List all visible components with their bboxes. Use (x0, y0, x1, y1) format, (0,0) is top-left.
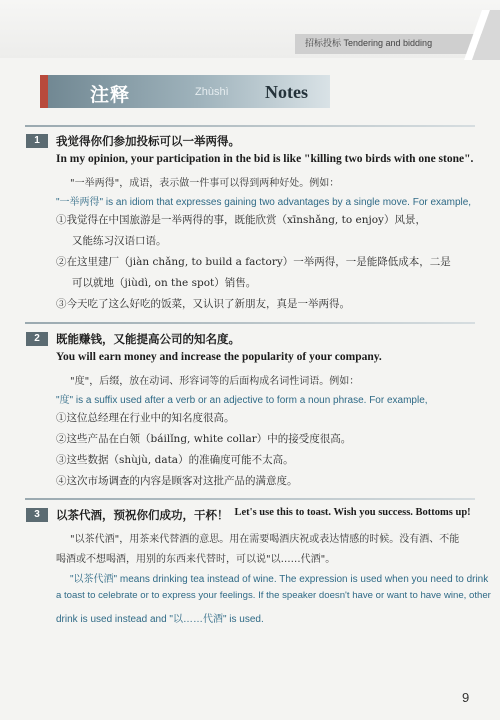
note-number: 2 (26, 332, 48, 346)
note-explain-cn: "一举两得"，成语，表示做一件事可以得到两种好处。例如： (70, 178, 340, 189)
note-explain-cn: 喝酒或不想喝酒，用别的东西来代替时，可以说"以……代酒"。 (56, 554, 336, 565)
note-title-en: Let's use this to toast. Wish you success. Bottoms up! (234, 507, 471, 518)
example-line: ①我觉得在中国旅游是一举两得的事，既能欣赏（xīnshǎng, to enjoy）风景， (56, 214, 426, 226)
note-title-en: You will earn money and increase the popularity of your company. (56, 351, 382, 363)
note-number: 3 (26, 508, 48, 522)
chapter-title: 招标投标 Tendering and bidding (305, 38, 433, 48)
note-title-cn: 既能赚钱，又能提高公司的知名度。 (56, 332, 240, 346)
note-2-heading (26, 331, 240, 347)
example-line: ③这些数据（shùjù, data）的准确度可能不太高。 (56, 454, 294, 466)
example-line: ③今天吃了这么好吃的饭菜，又认识了新朋友，真是一举两得。 (56, 298, 350, 310)
note-explain-en: "一举两得" is an idiom that expresses gaining two advantages by a single move. For example, (56, 197, 472, 208)
example-line: ②这些产品在白领（báilǐng, white collar）中的接受度很高。 (56, 433, 352, 445)
note-1-heading (26, 133, 240, 149)
slash-decoration (460, 10, 500, 60)
example-line: ②在这里建厂（jiàn chǎng, to build a factory）一举两得，一是能降低成本，二是 (56, 256, 451, 268)
note-title-cn: 我觉得你们参加投标可以一举两得。 (56, 134, 240, 148)
note-explain-cn: "以茶代酒"，用茶来代替酒的意思。用在需要喝酒庆祝或表达情感的时候。没有酒、不能 (70, 534, 460, 545)
notes-banner (40, 75, 330, 108)
note-3-heading (26, 507, 471, 523)
note-title-en: In my opinion, your participation in the bid is like "killing two birds with one stone". (56, 153, 474, 165)
banner-title-en: Notes (265, 82, 308, 102)
note-title-cn: 以茶代酒，预祝你们成功，干杯！ (56, 508, 229, 522)
page-number: 9 (462, 690, 470, 705)
note-explain-en: a toast to celebrate or to express your feelings. If the speaker doesn't have or want to have wine, other (56, 590, 491, 601)
section-rule (25, 322, 475, 324)
example-line: 又能练习汉语口语。 (72, 235, 167, 247)
section-rule (25, 498, 475, 500)
example-line: 可以就地（jiùdì, on the spot）销售。 (72, 277, 257, 289)
note-explain-en: "度" is a suffix used after a verb or an adjective to form a noun phrase. For example, (56, 395, 428, 406)
note-explain-en: drink is used instead and "以……代酒" is used. (56, 614, 264, 625)
example-line: ④这次市场调查的内容是顾客对这批产品的满意度。 (56, 475, 298, 487)
note-explain-en: "以茶代酒" means drinking tea instead of wine. The expression is used when you need to drink (70, 574, 489, 585)
note-number: 1 (26, 134, 48, 148)
banner-accent (40, 75, 48, 108)
example-line: ①这位总经理在行业中的知名度很高。 (56, 412, 235, 424)
banner-title-cn: 注释 (90, 84, 131, 106)
section-rule (25, 125, 475, 127)
note-explain-cn: "度"，后缀，放在动词、形容词等的后面构成名词性词语。例如： (70, 376, 360, 387)
banner-pinyin: Zhùshì (195, 86, 229, 98)
